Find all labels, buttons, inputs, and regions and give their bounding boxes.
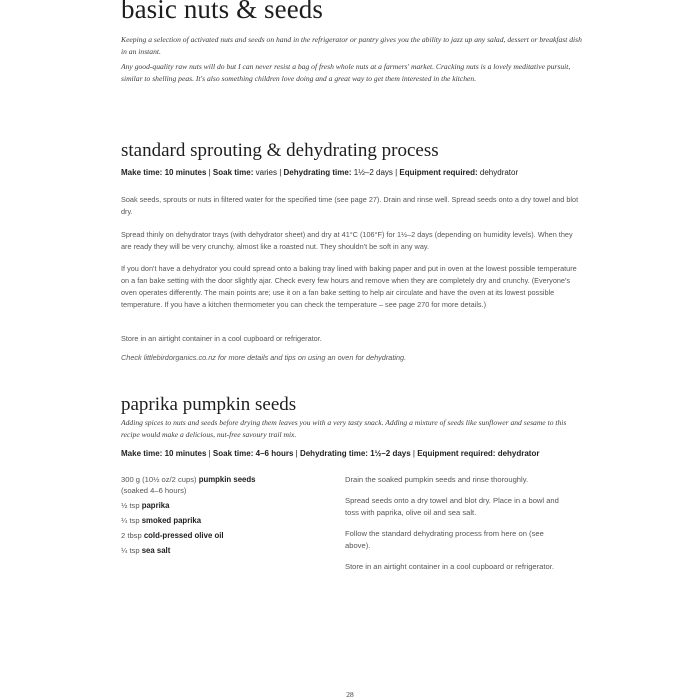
ingredient-item: ¼ tsp sea salt — [121, 546, 171, 555]
method-step: Store in an airtight container in a cool cupboard or refrigerator. — [345, 562, 554, 571]
method-paragraph: Spread thinly on dehydrator trays (with dehydrator sheet) and dry at 41°C (106°F) for 1½–2 days (depending on humidity levels). When they are ready they will be very crunchy, almost like a roasted nut. They shouldn't be soft in any way. — [121, 230, 573, 251]
method-step: Drain the soaked pumpkin seeds and rinse thoroughly. — [345, 475, 529, 484]
method-step: Spread seeds onto a dry towel and blot dry. Place in a bowl and toss with paprika, olive oil and sea salt. — [345, 496, 559, 517]
ingredients-list — [121, 474, 321, 560]
method-paragraph: Store in an airtight container in a cool cupboard or refrigerator. — [121, 334, 322, 343]
intro-paragraph-2: Any good-quality raw nuts will do but I can never resist a bag of fresh whole nuts at a farmers' market. Cracking nuts is a lovely meditative pursuit, similar to shelling peas. It's also something children love doing and a great way to get them interested in the kitchen. — [121, 62, 571, 83]
page-title: basic nuts & seeds — [121, 0, 324, 24]
method-paragraph: If you don't have a dehydrator you could spread onto a baking tray lined with baking paper and put in oven at the lowest possible temperature on a fan bake setting with the door slightly ajar. Check every few hours and remove when they are completely dry and crunchy. (Everyone's oven operates differently. The main points are; use it on a fan bake setting to help air circulate and have the oven at its lowest possible temperature. If you have a kitchen thermometer you can check the temperature – see page 270 for more details.) — [121, 264, 577, 309]
recipe-intro: Adding spices to nuts and seeds before drying them leaves you with a very tasty snack. Adding a mixture of seeds like sunflower and sesame to this recipe would make a delicious, nut-free savoury trail mix. — [121, 418, 567, 439]
recipe-meta-paprika: Make time: 10 minutes | Soak time: 4–6 hours | Dehydrating time: 1½–2 days | Equipment required: dehydrator — [121, 449, 540, 458]
section-heading-paprika: paprika pumpkin seeds — [121, 394, 297, 415]
section-heading-sprouting: standard sprouting & dehydrating process — [121, 140, 439, 161]
ingredient-item: ½ tsp paprika — [121, 501, 170, 510]
recipe-meta-sprouting: Make time: 10 minutes | Soak time: varies | Dehydrating time: 1½–2 days | Equipment required: dehydrator — [121, 168, 519, 177]
method-step: Follow the standard dehydrating process from here on (see above). — [345, 529, 544, 550]
page-number: 28 — [346, 690, 354, 699]
method-paragraph: Soak seeds, sprouts or nuts in filtered water for the specified time (see page 27). Drain and rinse well. Spread seeds onto a dry towel and blot dry. — [121, 195, 579, 216]
method-steps — [345, 474, 565, 582]
ingredient-item: ¼ tsp smoked paprika — [121, 516, 202, 525]
ingredient-item: 2 tbsp cold-pressed olive oil — [121, 531, 224, 540]
intro-paragraph-1: Keeping a selection of activated nuts and seeds on hand in the refrigerator or pantry gives you the ability to jazz up any salad, dessert or breakfast dish in an instant. — [121, 35, 582, 56]
website-note: Check littlebirdorganics.co.nz for more details and tips on using an oven for dehydrating. — [121, 353, 407, 362]
ingredient-item: 300 g (10½ oz/2 cups) pumpkin seeds (soaked 4–6 hours) — [121, 475, 256, 495]
